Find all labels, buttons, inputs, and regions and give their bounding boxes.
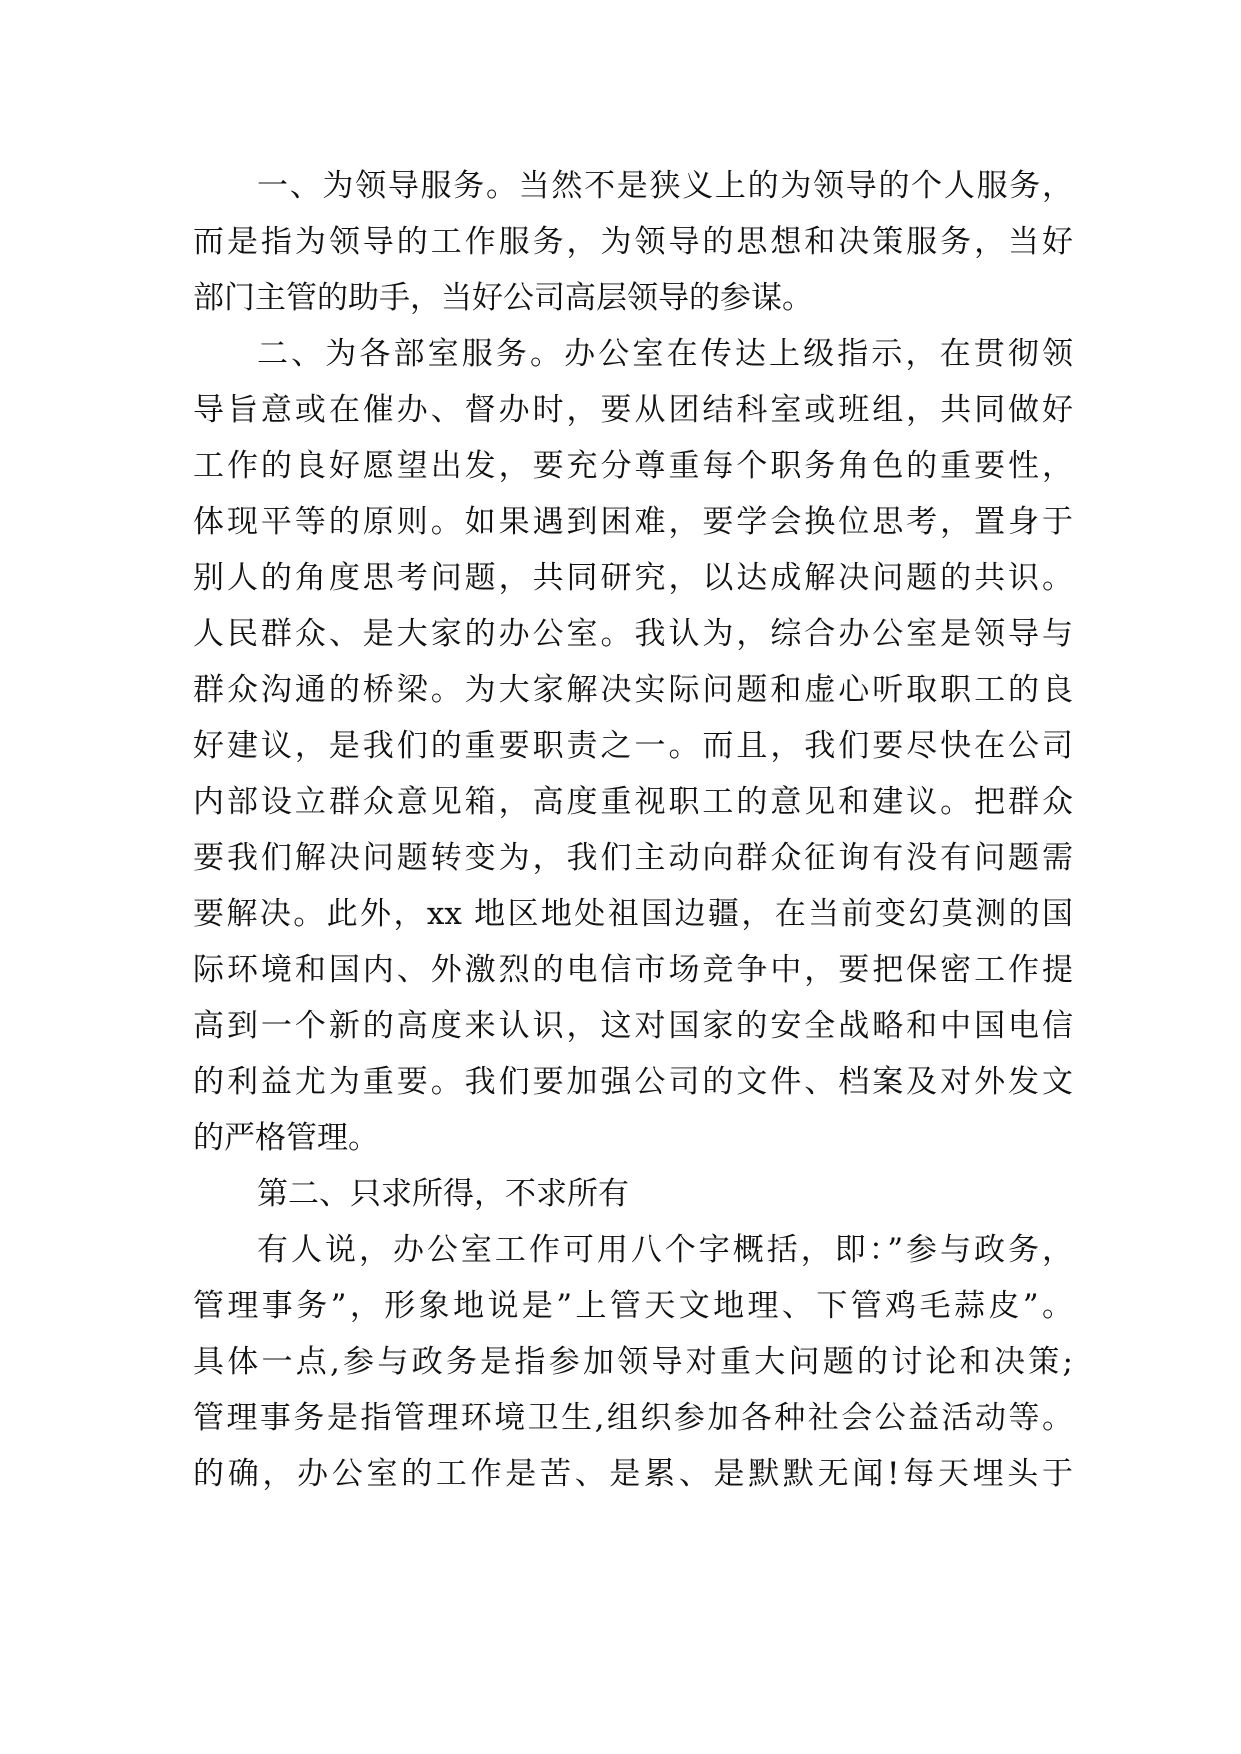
text-line: 要解决。此外，xx 地区地处祖国边疆，在当前变幻莫测的国 [193,896,1073,932]
text-line: 管理事务”，形象地说是”上管天文地理、下管鸡毛蒜皮”。 [193,1288,1073,1324]
text-line: 群众沟通的桥梁。为大家解决实际问题和虚心听取职工的良 [193,672,1073,708]
text-line: 内部设立群众意见箱，高度重视职工的意见和建议。把群众 [193,784,1073,820]
text-line: 导旨意或在催办、督办时，要从团结科室或班组，共同做好 [193,392,1073,428]
text-line: 的利益尤为重要。我们要加强公司的文件、档案及对外发文 [193,1064,1073,1100]
text-line: 具体一点,参与政务是指参加领导对重大问题的讨论和决策; [193,1344,1073,1380]
text-line: 二、为各部室服务。办公室在传达上级指示，在贯彻领 [257,336,1073,372]
text-line: 管理事务是指管理环境卫生,组织参加各种社会公益活动等。 [193,1400,1073,1436]
text-line: 有人说，办公室工作可用八个字概括，即：”参与政务， [257,1232,1073,1268]
text-line: 而是指为领导的工作服务，为领导的思想和决策服务，当好 [193,224,1073,260]
text-line: 要我们解决问题转变为，我们主动向群众征询有没有问题需 [193,840,1073,876]
text-line: 高到一个新的高度来认识，这对国家的安全战略和中国电信 [193,1008,1073,1044]
text-line: 的严格管理。 [193,1120,379,1156]
text-line: 部门主管的助手，当好公司高层领导的参谋。 [193,280,813,316]
text-line: 别人的角度思考问题，共同研究，以达成解决问题的共识。 [193,560,1073,596]
section-heading: 第二、只求所得，不求所有 [257,1176,629,1212]
text-line: 一、为领导服务。当然不是狭义上的为领导的个人服务， [257,168,1073,204]
text-line: 人民群众、是大家的办公室。我认为，综合办公室是领导与 [193,616,1073,652]
text-line: 体现平等的原则。如果遇到困难，要学会换位思考，置身于 [193,504,1073,540]
document-body [193,158,1073,1502]
text-line: 工作的良好愿望出发，要充分尊重每个职务角色的重要性， [193,448,1073,484]
text-line: 际环境和国内、外激烈的电信市场竞争中，要把保密工作提 [193,952,1073,988]
text-line: 好建议，是我们的重要职责之一。而且，我们要尽快在公司 [193,728,1073,764]
text-line: 的确，办公室的工作是苦、是累、是默默无闻!每天埋头于 [193,1456,1073,1492]
